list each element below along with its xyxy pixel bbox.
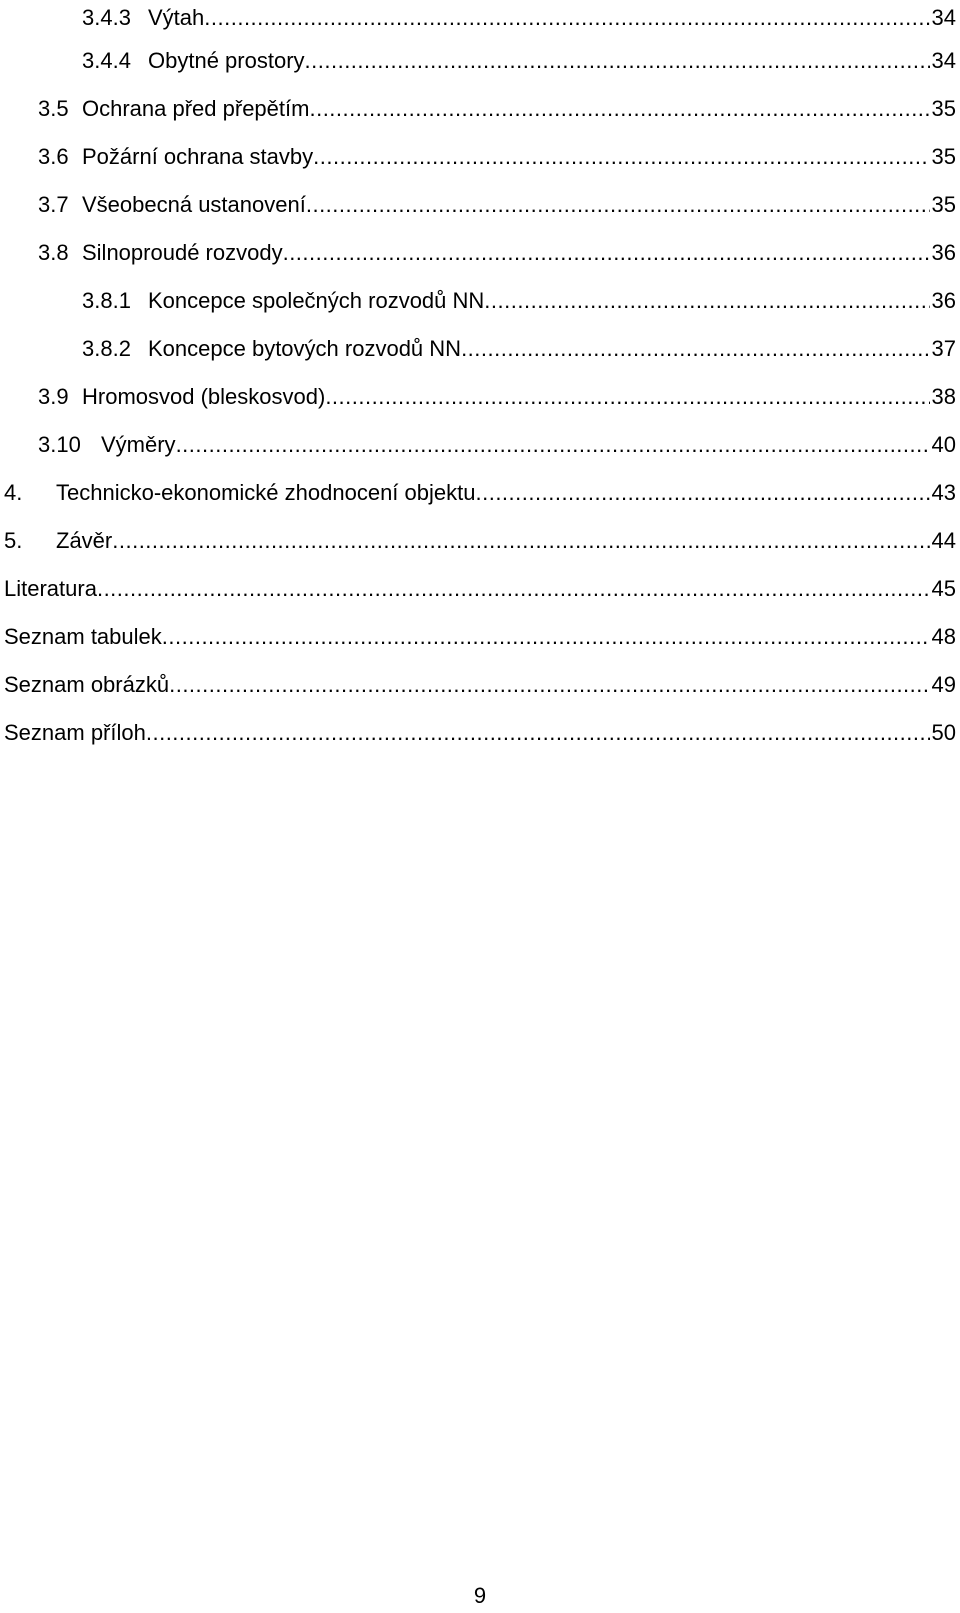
toc-dot-leader (112, 523, 929, 559)
toc-entry-number: 4. (4, 480, 23, 505)
toc-entry-3-4-3[interactable] (0, 0, 956, 36)
toc-entry-title: Koncepce bytových rozvodů NN (148, 331, 461, 367)
toc-dot-leader (283, 235, 930, 271)
toc-entry-page: 34 (931, 48, 956, 73)
toc-entry-title: Ochrana před přepětím (82, 91, 309, 127)
toc-entry-title: Literatura (4, 571, 97, 607)
toc-entry-number: 3.10 (38, 432, 81, 457)
toc-entry-title: Závěr (56, 523, 112, 559)
toc-entry-page: 36 (931, 240, 956, 265)
toc-entry-page: 48 (931, 624, 956, 649)
toc-entry-page: 34 (931, 5, 956, 30)
toc-entry-title: Koncepce společných rozvodů NN (148, 283, 484, 319)
toc-entry-title: Hromosvod (bleskosvod) (82, 379, 325, 415)
toc-entry-3-7[interactable] (0, 187, 956, 223)
toc-entry-title: Výměry (101, 427, 176, 463)
toc-dot-leader (484, 283, 929, 319)
toc-entry-page: 40 (931, 432, 956, 457)
toc-dot-leader (169, 667, 929, 703)
toc-dot-leader (162, 619, 930, 655)
toc-entry-number: 3.9 (38, 384, 69, 409)
toc-entry-page: 38 (931, 384, 956, 409)
toc-entry-page: 45 (931, 576, 956, 601)
toc-entry-title: Seznam tabulek (4, 619, 162, 655)
toc-entry-3-6[interactable] (0, 139, 956, 175)
toc-entry-title: Všeobecná ustanovení (82, 187, 306, 223)
toc-entry-page: 36 (931, 288, 956, 313)
toc-entry-title: Silnoproudé rozvody (82, 235, 283, 271)
toc-entry-number: 3.8.1 (82, 288, 131, 313)
toc-entry-number: 3.5 (38, 96, 69, 121)
toc-entry-title: Výtah (148, 0, 204, 36)
toc-dot-leader (313, 139, 929, 175)
toc-entry-seznam-priloh[interactable] (0, 715, 956, 751)
toc-entry-3-4-4[interactable] (0, 43, 956, 79)
toc-dot-leader (97, 571, 930, 607)
toc-dot-leader (305, 43, 930, 79)
toc-dot-leader (146, 715, 930, 751)
toc-entry-page: 44 (931, 528, 956, 553)
toc-dot-leader (461, 331, 929, 367)
toc-entry-number: 3.4.4 (82, 48, 131, 73)
toc-entry-3-8-2[interactable] (0, 331, 956, 367)
toc-entry-seznam-tabulek[interactable] (0, 619, 956, 655)
toc-entry-title: Požární ochrana stavby (82, 139, 313, 175)
toc-entry-page: 35 (931, 144, 956, 169)
toc-dot-leader (325, 379, 929, 415)
toc-dot-leader (306, 187, 930, 223)
toc-entry-number: 5. (4, 528, 23, 553)
toc-entry-number: 3.8 (38, 240, 69, 265)
toc-entry-page: 37 (931, 336, 956, 361)
page-number: 9 (473, 1583, 487, 1608)
toc-entry-number: 3.4.3 (82, 5, 131, 30)
toc-entry-page: 35 (931, 96, 956, 121)
toc-entry-3-5[interactable] (0, 91, 956, 127)
toc-entry-literatura[interactable] (0, 571, 956, 607)
toc-entry-4[interactable] (0, 475, 956, 511)
toc-entry-number: 3.6 (38, 144, 69, 169)
toc-entry-page: 35 (931, 192, 956, 217)
toc-entry-page: 49 (931, 672, 956, 697)
toc-dot-leader (309, 91, 929, 127)
toc-entry-number: 3.7 (38, 192, 69, 217)
toc-entry-3-8-1[interactable] (0, 283, 956, 319)
toc-entry-title: Seznam příloh (4, 715, 146, 751)
toc-entry-seznam-obrazku[interactable] (0, 667, 956, 703)
toc-entry-title: Technicko-ekonomické zhodnocení objektu (56, 475, 475, 511)
toc-entry-3-8[interactable] (0, 235, 956, 271)
toc-entry-5[interactable] (0, 523, 956, 559)
toc-dot-leader (475, 475, 929, 511)
toc-entry-number: 3.8.2 (82, 336, 131, 361)
toc-entry-page: 50 (931, 720, 956, 745)
toc-dot-leader (204, 0, 929, 36)
toc-entry-page: 43 (931, 480, 956, 505)
toc-entry-3-9[interactable] (0, 379, 956, 415)
toc-entry-title: Seznam obrázků (4, 667, 169, 703)
toc-entry-3-10[interactable] (0, 427, 956, 463)
toc-entry-title: Obytné prostory (148, 43, 305, 79)
toc-dot-leader (176, 427, 930, 463)
